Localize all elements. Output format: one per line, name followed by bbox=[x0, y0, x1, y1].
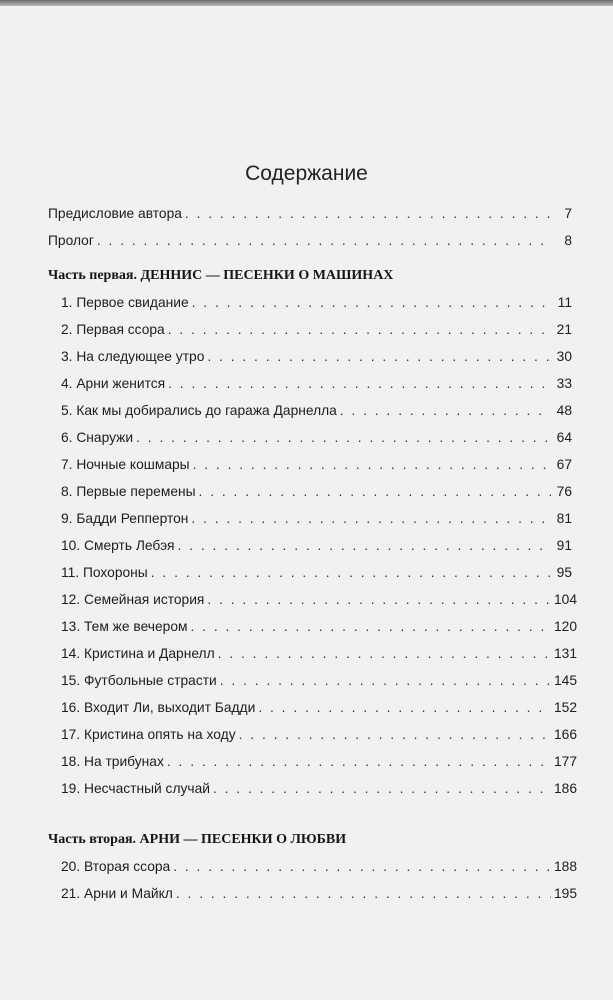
dot-leader bbox=[218, 640, 551, 667]
toc-entry-page: 30 bbox=[556, 349, 572, 364]
toc-entry-title: 9. Бадди Реппертон bbox=[61, 511, 189, 526]
toc-entry-chapter-17[interactable] bbox=[48, 721, 578, 748]
top-edge-shadow bbox=[0, 0, 613, 6]
dot-leader bbox=[340, 397, 551, 424]
dot-leader bbox=[173, 853, 551, 880]
dot-leader bbox=[168, 316, 551, 343]
part-one-heading[interactable] bbox=[48, 262, 572, 289]
dot-leader bbox=[190, 613, 551, 640]
toc-entry-page: 7 bbox=[564, 206, 572, 221]
dot-leader bbox=[193, 451, 551, 478]
toc-entry-title: 13. Тем же вечером bbox=[61, 619, 188, 634]
dot-leader bbox=[239, 721, 551, 748]
toc-entry-page: 104 bbox=[554, 592, 578, 607]
table-of-contents bbox=[48, 200, 578, 907]
dot-leader bbox=[176, 880, 551, 907]
toc-entry-title: 10. Смерть Лебэя bbox=[61, 538, 175, 553]
toc-entry-prologue[interactable] bbox=[48, 227, 572, 254]
toc-entry-title: 8. Первые перемены bbox=[61, 484, 196, 499]
toc-entry-chapter-12[interactable] bbox=[48, 586, 578, 613]
toc-entry-chapter-10[interactable] bbox=[48, 532, 572, 559]
toc-entry-chapter-18[interactable] bbox=[48, 748, 578, 775]
toc-entry-page: 95 bbox=[556, 565, 572, 580]
toc-entry-chapter-1[interactable] bbox=[48, 289, 572, 316]
dot-leader bbox=[136, 424, 551, 451]
part-two-heading[interactable] bbox=[48, 826, 572, 853]
toc-entry-page: 76 bbox=[556, 484, 572, 499]
toc-entry-title: 1. Первое свидание bbox=[61, 295, 189, 310]
toc-entry-title: 19. Несчастный случай bbox=[61, 781, 210, 796]
dot-leader bbox=[199, 478, 551, 505]
toc-entry-page: 11 bbox=[557, 295, 572, 310]
toc-entry-title: 6. Снаружи bbox=[61, 430, 134, 445]
toc-entry-title: 2. Первая ссора bbox=[61, 322, 165, 337]
dot-leader bbox=[258, 694, 551, 721]
dot-leader bbox=[185, 200, 551, 227]
toc-entry-page: 64 bbox=[556, 430, 572, 445]
toc-entry-page: 67 bbox=[556, 457, 572, 472]
toc-entry-title: 7. Ночные кошмары bbox=[61, 457, 190, 472]
toc-entry-title: 21. Арни и Майкл bbox=[61, 886, 173, 901]
toc-entry-chapter-7[interactable] bbox=[48, 451, 572, 478]
toc-entry-page: 48 bbox=[556, 403, 572, 418]
toc-entry-page: 8 bbox=[564, 233, 572, 248]
toc-entry-chapter-2[interactable] bbox=[48, 316, 572, 343]
dot-leader bbox=[213, 775, 551, 802]
toc-entry-chapter-4[interactable] bbox=[48, 370, 572, 397]
toc-entry-chapter-19[interactable] bbox=[48, 775, 578, 802]
toc-entry-title: 5. Как мы добирались до гаража Дарнелла bbox=[61, 403, 337, 418]
dot-leader bbox=[191, 505, 551, 532]
toc-entry-chapter-8[interactable] bbox=[48, 478, 572, 505]
toc-entry-page: 166 bbox=[554, 727, 578, 742]
toc-entry-chapter-6[interactable] bbox=[48, 424, 572, 451]
toc-entry-page: 152 bbox=[554, 700, 578, 715]
toc-entry-page: 120 bbox=[554, 619, 578, 634]
part-label: Часть первая. ДЕННИС — ПЕСЕНКИ О МАШИНАХ bbox=[48, 268, 394, 283]
toc-entry-chapter-9[interactable] bbox=[48, 505, 572, 532]
toc-entry-chapter-3[interactable] bbox=[48, 343, 572, 370]
toc-entry-chapter-5[interactable] bbox=[48, 397, 572, 424]
toc-entry-title: 4. Арни женится bbox=[61, 376, 166, 391]
toc-entry-page: 188 bbox=[554, 859, 578, 874]
contents-heading: Содержание bbox=[245, 162, 368, 185]
toc-entry-title: 14. Кристина и Дарнелл bbox=[61, 646, 215, 661]
toc-entry-page: 177 bbox=[554, 754, 578, 769]
toc-entry-title: 3. На следующее утро bbox=[61, 349, 205, 364]
toc-entry-page: 195 bbox=[554, 886, 578, 901]
toc-entry-title: Предисловие автора bbox=[48, 206, 182, 221]
toc-entry-page: 21 bbox=[556, 322, 572, 337]
toc-entry-chapter-13[interactable] bbox=[48, 613, 578, 640]
part-label: Часть вторая. АРНИ — ПЕСЕНКИ О ЛЮБВИ bbox=[48, 832, 347, 847]
toc-entry-page: 131 bbox=[554, 646, 578, 661]
toc-entry-page: 186 bbox=[554, 781, 578, 796]
toc-entry-title: 15. Футбольные страсти bbox=[61, 673, 217, 688]
toc-entry-title: 16. Входит Ли, выходит Бадди bbox=[61, 700, 256, 715]
dot-leader bbox=[207, 586, 551, 613]
toc-entry-page: 81 bbox=[556, 511, 572, 526]
toc-entry-title: 20. Вторая ссора bbox=[61, 859, 171, 874]
toc-entry-chapter-11[interactable] bbox=[48, 559, 572, 586]
dot-leader bbox=[167, 748, 551, 775]
toc-entry-page: 91 bbox=[556, 538, 572, 553]
toc-entry-title: 12. Семейная история bbox=[61, 592, 205, 607]
toc-entry-title: 17. Кристина опять на ходу bbox=[61, 727, 236, 742]
toc-entry-chapter-20[interactable] bbox=[48, 853, 578, 880]
toc-entry-page: 33 bbox=[556, 376, 572, 391]
toc-entry-chapter-15[interactable] bbox=[48, 667, 578, 694]
dot-leader bbox=[207, 343, 551, 370]
dot-leader bbox=[97, 227, 551, 254]
toc-entry-page: 145 bbox=[554, 673, 578, 688]
dot-leader bbox=[151, 559, 551, 586]
dot-leader bbox=[220, 667, 551, 694]
toc-entry-title: Пролог bbox=[48, 233, 94, 248]
dot-leader bbox=[178, 532, 551, 559]
toc-entry-chapter-16[interactable] bbox=[48, 694, 578, 721]
toc-entry-chapter-14[interactable] bbox=[48, 640, 578, 667]
toc-entry-title: 11. Похороны bbox=[61, 565, 148, 580]
toc-entry-preface[interactable] bbox=[48, 200, 572, 227]
dot-leader bbox=[168, 370, 551, 397]
toc-entry-chapter-21[interactable] bbox=[48, 880, 578, 907]
dot-leader bbox=[192, 289, 551, 316]
toc-entry-title: 18. На трибунах bbox=[61, 754, 164, 769]
